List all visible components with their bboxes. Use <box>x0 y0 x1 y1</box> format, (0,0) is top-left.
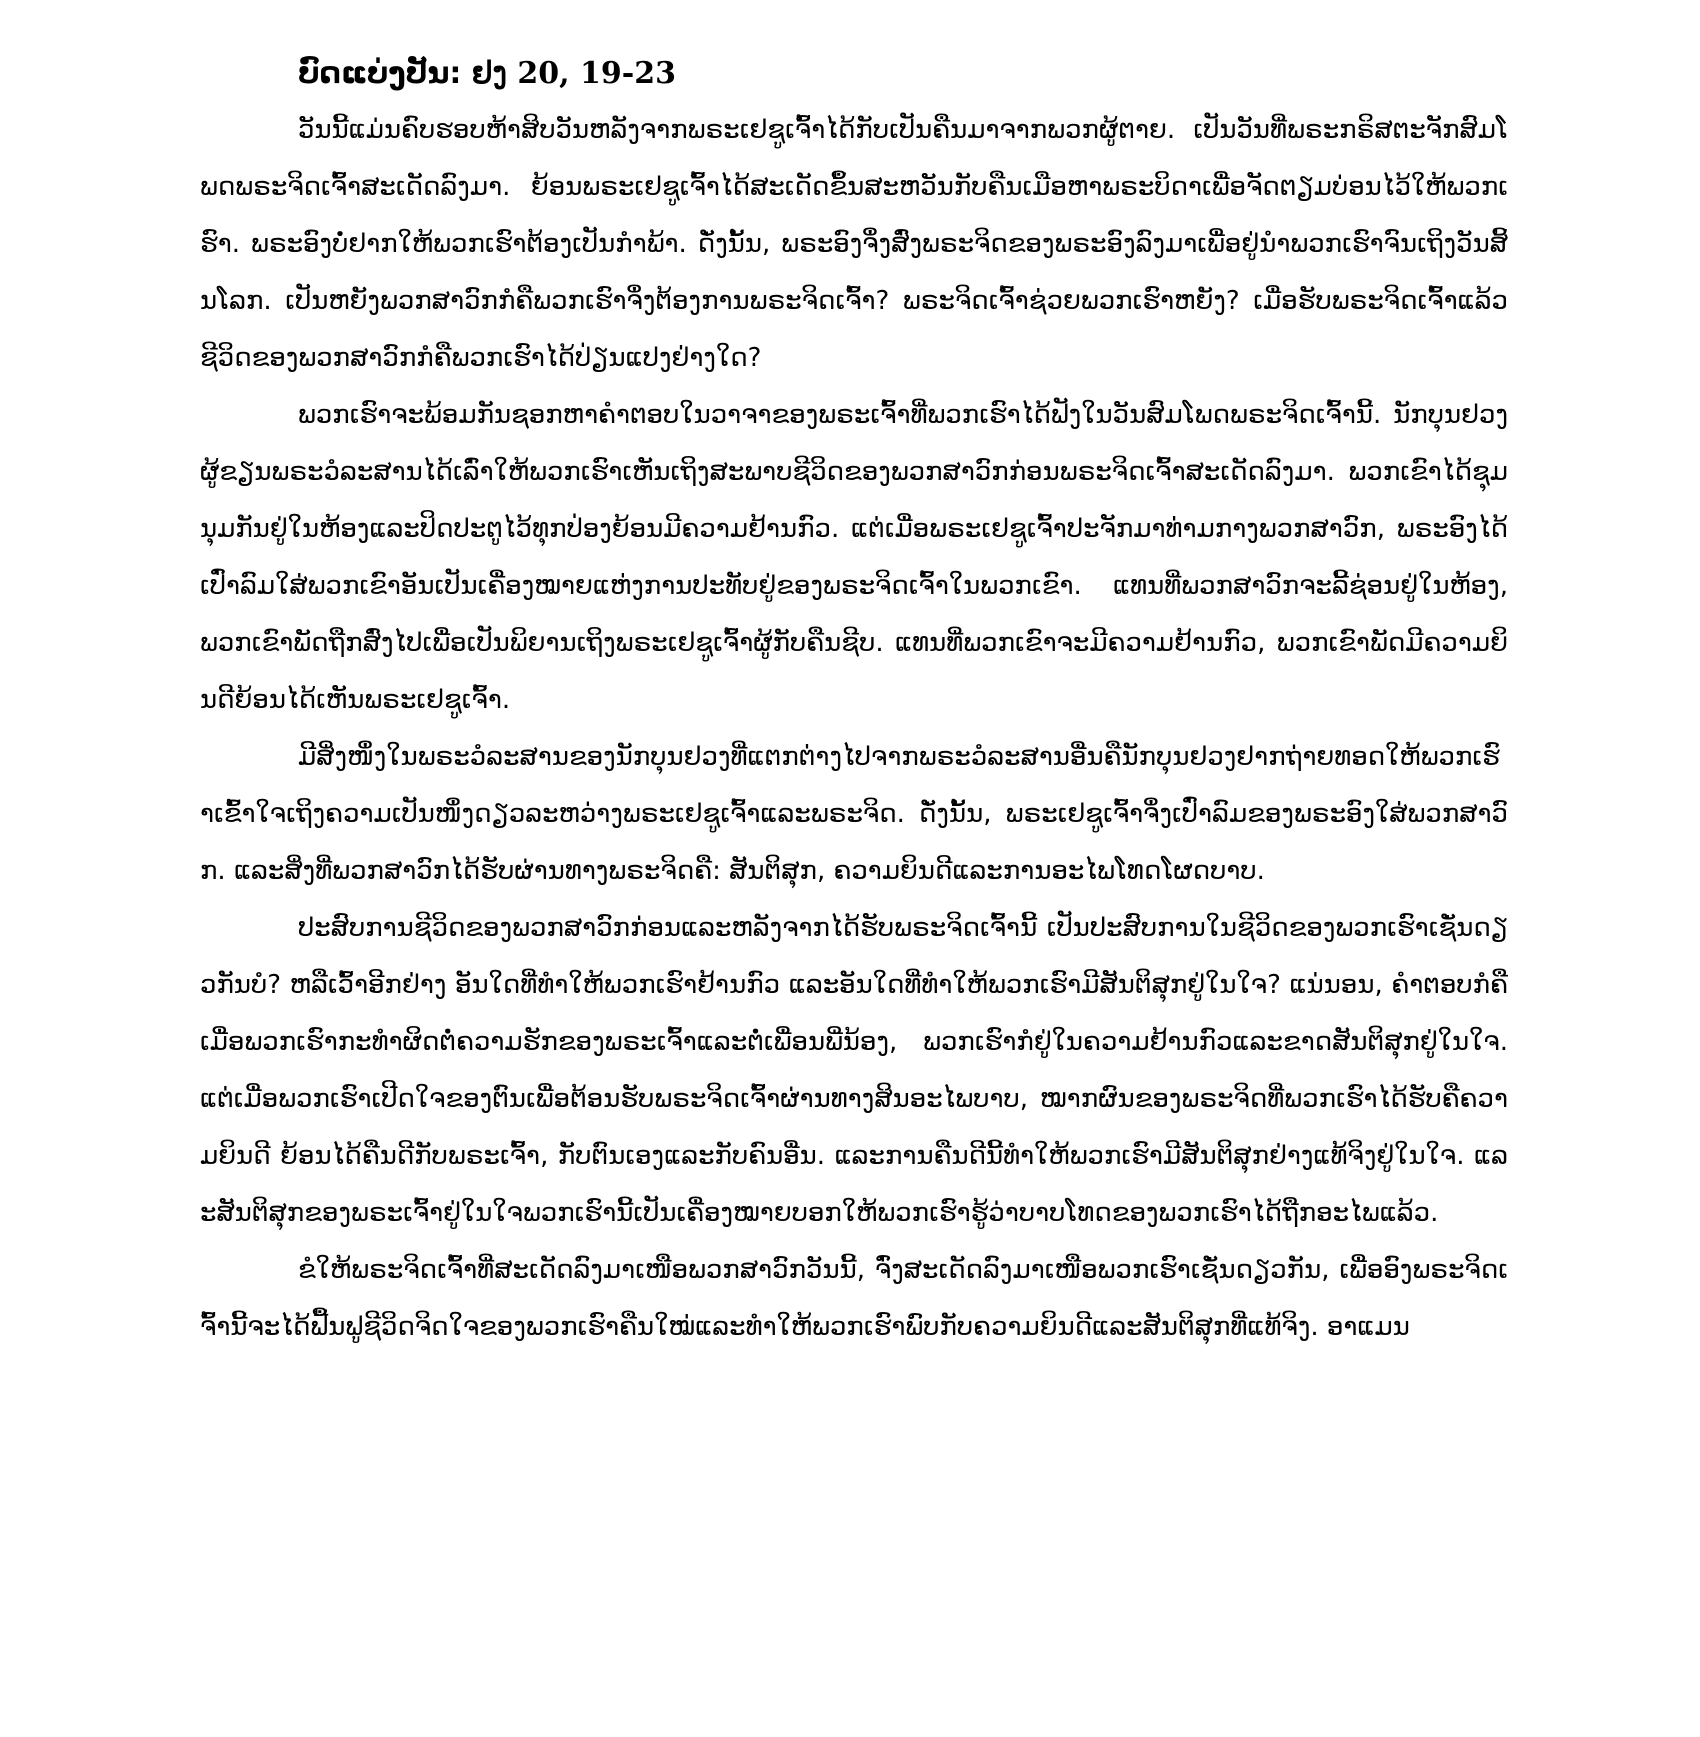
document-title <box>298 46 1508 102</box>
document-body <box>200 46 1508 1356</box>
paragraph-4: ປະສົບການຊີວິດຂອງພວກສາວົກກ່ອນແລະຫລັງຈາກໄດ້ຮັບພຣະຈິດເຈົ້ານີ້ ເປັນປະສົບການໃນຊີວິດຂອງພວກເຮົາເຊັ່ນດຽວກັນບໍ? ຫລືເວົ້າອີກຢ່າງ ອັນໃດທີ່ທຳໃຫ້ພວກເຮົາຢ້ານກົວ ແລະອັນໃດທີ່ທຳໃຫ້ພວກເຮົາມີສັນຕິສຸກຢູ່ໃນໃຈ? ແນ່ນອນ, ຄຳຕອບກໍຄືເມື່ອພວກເຮົາກະທຳຜິດຕໍ່ຄວາມຮັກຂອງພຣະເຈົ້າແລະຕໍ່ເພື່ອນພີ່ນ້ອງ, ພວກເຮົາກໍຢູ່ໃນຄວາມຢ້ານກົວແລະຂາດສັນຕິສຸກຢູ່ໃນໃຈ. ແຕ່ເມື່ອພວກເຮົາເປີດໃຈຂອງຕົນເພື່ອຕ້ອນຮັບພຣະຈິດເຈົ້າຜ່ານທາງສິນອະໄພບາບ, ໝາກຜົນຂອງພຣະຈິດທີ່ພວກເຮົາໄດ້ຮັບຄືຄວາມຍິນດີ ຍ້ອນໄດ້ຄືນດີກັບພຣະເຈົ້າ, ກັບຕົນເອງແລະກັບຄົນອື່ນ. ແລະການຄືນດີນີ້ທຳໃຫ້ພວກເຮົາມີສັນຕິສຸກຢ່າງແທ້ຈິງຢູ່ໃນໃຈ. ແລະສັນຕິສຸກຂອງພຣະເຈົ້າຢູ່ໃນໃຈພວກເຮົານີ້ເປັນເຄື່ອງໝາຍບອກໃຫ້ພວກເຮົາຮູ້ວ່າບາບໂທດຂອງພວກເຮົາໄດ້ຖືກອະໄພແລ້ວ. <box>200 913 1508 1228</box>
paragraph-3: ມີສິ່ງໜຶ່ງໃນພຣະວໍລະສານຂອງນັກບຸນຢວງທີ່ແຕກຕ່າງໄປຈາກພຣະວໍລະສານອື່ນຄືນັກບຸນຢວງຢາກຖ່າຍທອດໃຫ້ພວກເຮົາເຂົ້າໃຈເຖິງຄວາມເປັນໜຶ່ງດຽວລະຫວ່າງພຣະເຢຊູເຈົ້າແລະພຣະຈິດ. ດັ່ງນັ້ນ, ພຣະເຢຊູເຈົ້າຈຶ່ງເປົ່າລົມຂອງພຣະອົງໃສ່ພວກສາວົກ. ແລະສິ່ງທີ່ພວກສາວົກໄດ້ຮັບຜ່ານທາງພຣະຈິດຄື: ສັນຕິສຸກ, ຄວາມຍິນດີແລະການອະໄພໂທດໂຜດບາບ. <box>200 742 1508 886</box>
paragraph-5: ຂໍໃຫ້ພຣະຈິດເຈົ້າທີ່ສະເດັດລົງມາເໜືອພວກສາວົກວັນນີ້, ຈົ່ງສະເດັດລົງມາເໜືອພວກເຮົາເຊັ່ນດຽວກັນ, ເພື່ອອົງພຣະຈິດເຈົ້ານີ້ຈະໄດ້ຟື້ນຟູຊີວິດຈິດໃຈຂອງພວກເຮົາຄືນໃໝ່ແລະທຳໃຫ້ພວກເຮົາພົບກັບຄວາມຍິນດີແລະສັນຕິສຸກທີ່ແທ້ຈິງ. ອາແມນ <box>200 1255 1508 1342</box>
title-reference: ຢງ 20, 19-23 <box>471 56 676 91</box>
paragraph-2: ພວກເຮົາຈະພ້ອມກັນຊອກຫາຄຳຕອບໃນວາຈາຂອງພຣະເຈົ້າທີ່ພວກເຮົາໄດ້ຟັງໃນວັນສົມໂພດພຣະຈິດເຈົ້ານີ້. ນັກບຸນຢວງຜູ້ຂຽນພຣະວໍລະສານໄດ້ເລົ່າໃຫ້ພວກເຮົາເຫັນເຖິງສະພາບຊີວິດຂອງພວກສາວົກກ່ອນພຣະຈິດເຈົ້າສະເດັດລົງມາ. ພວກເຂົາໄດ້ຊຸມນຸມກັນຢູ່ໃນຫ້ອງແລະປິດປະຕູໄວ້ທຸກປ່ອງຍ້ອນມີຄວາມຢ້ານກົວ. ແຕ່ເມື່ອພຣະເຢຊູເຈົ້າປະຈັກມາທ່າມກາງພວກສາວົກ, ພຣະອົງໄດ້ເປົ່າລົມໃສ່ພວກເຂົາອັນເປັນເຄື່ອງໝາຍແຫ່ງການປະທັບຢູ່ຂອງພຣະຈິດເຈົ້າໃນພວກເຂົາ. ແທນທີ່ພວກສາວົກຈະລີ້ຊ່ອນຢູ່ໃນຫ້ອງ, ພວກເຂົາພັດຖືກສົ່ງໄປເພື່ອເປັນພິຍານເຖິງພຣະເຢຊູເຈົ້າຜູ້ກັບຄືນຊີບ. ແທນທີ່ພວກເຂົາຈະມີຄວາມຢ້ານກົວ, ພວກເຂົາພັດມີຄວາມຍິນດີຍ້ອນໄດ້ເຫັນພຣະເຢຊູເຈົ້າ. <box>200 400 1508 715</box>
paragraph-1: ວັນນີ້ແມ່ນຄົບຮອບຫ້າສິບວັນຫລັງຈາກພຣະເຢຊູເຈົ້າໄດ້ກັບເປັນຄືນມາຈາກພວກຜູ້ຕາຍ. ເປັນວັນທີ່ພຣະກຣິສຕະຈັກສົມໂພດພຣະຈິດເຈົ້າສະເດັດລົງມາ. ຍ້ອນພຣະເຢຊູເຈົ້າໄດ້ສະເດັດຂຶ້ນສະຫວັນກັບຄືນເມືອຫາພຣະບິດາເພື່ອຈັດຕຽມບ່ອນໄວ້ໃຫ້ພວກເຮົາ. ພຣະອົງບໍ່ຢາກໃຫ້ພວກເຮົາຕ້ອງເປັນກຳພ້າ. ດັ່ງນັ້ນ, ພຣະອົງຈຶ່ງສົ່ງພຣະຈິດຂອງພຣະອົງລົງມາເພື່ອຢູ່ນຳພວກເຮົາຈົນເຖິງວັນສິ້ນໂລກ. ເປັນຫຍັງພວກສາວົກກໍຄືພວກເຮົາຈຶ່ງຕ້ອງການພຣະຈິດເຈົ້າ? ພຣະຈິດເຈົ້າຊ່ວຍພວກເຮົາຫຍັງ? ເມື່ອຮັບພຣະຈິດເຈົ້າແລ້ວຊີວິດຂອງພວກສາວົກກໍຄືພວກເຮົາໄດ້ປ່ຽນແປງຢ່າງໃດ? <box>200 115 1508 373</box>
title-label: ບົດແບ່ງປັນ: <box>298 56 462 91</box>
